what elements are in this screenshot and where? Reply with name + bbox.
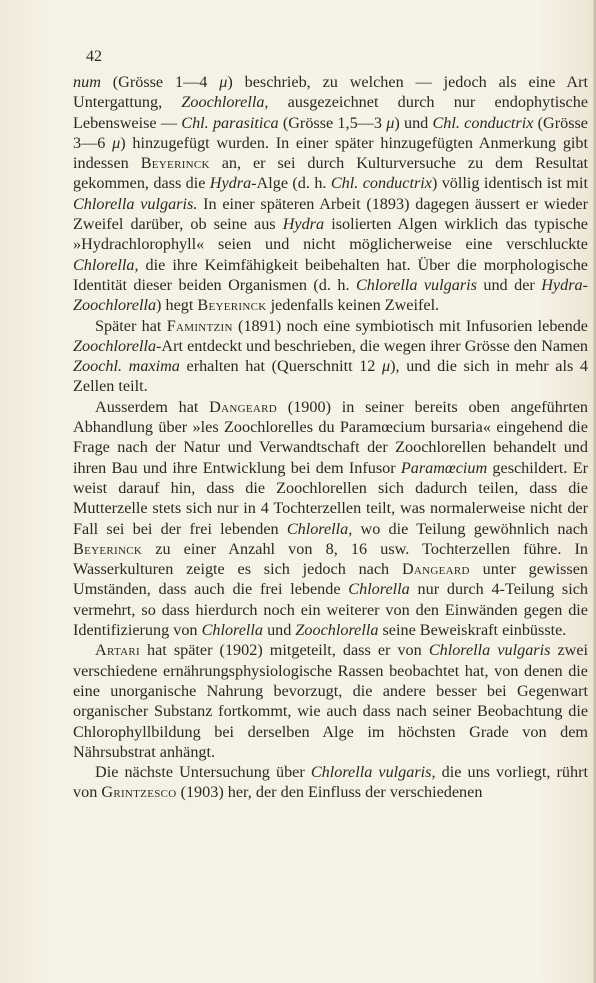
text-run: geschildert. Er weist darauf hin, dass die Zoochlorellen sich dadurch teilen, dass die Mutterzelle stets sich nur in 4 Tochterzellen teilt, was normalerweise nicht der Fall sei bei der frei lebenden — [73, 458, 588, 538]
text-run: In einer späteren Arbeit (1893) dagegen äussert er wieder Zweifel darüber, ob seine aus — [73, 194, 588, 234]
text-run: -Art entdeckt und beschrieben, die wegen ihrer Grösse den Namen — [156, 336, 588, 355]
text-run: zu einer Anzahl von 8, 16 usw. Tochterzellen führe. In Wasserkulturen zeigte es sich jedoch nach — [73, 539, 588, 579]
author-name: Grintzesco — [101, 783, 177, 802]
italic-run: Zoochlorella — [295, 621, 379, 640]
author-name: Beyerinck — [197, 296, 267, 315]
text-run: und — [263, 621, 296, 640]
italic-run: Chlorella, — [73, 255, 139, 274]
text-run: unter gewissen Umständen, dass auch die frei lebende — [73, 560, 588, 599]
text-run: ) und — [394, 113, 433, 132]
text-run: die ihre Keimfähigkeit beibehalten hat. Über die morphologische Identität dieser beiden Organismen (d. h. — [73, 255, 588, 294]
text-run: Die nächste Untersuchung über — [95, 763, 311, 782]
text-run: (1900) in seiner bereits oben angeführten Abhandlung über »les Zoochlorelles du Paramœcium bursaria« eingehend die Frage nach der Natur und Verwandtschaft der Zoochlorellen behandelt und ihren Bau und ihre Entwicklung bei dem Infusor — [73, 397, 588, 477]
text-run: Ausserdem hat — [95, 397, 210, 416]
italic-run: Chlorella vulgaris — [355, 275, 477, 294]
author-name: Artari — [95, 641, 140, 660]
text-run: Später hat — [95, 316, 167, 335]
author-name: Beyerinck — [140, 154, 210, 173]
paragraph — [73, 72, 588, 316]
italic-run: μ — [219, 73, 228, 91]
text-run: und der — [476, 275, 542, 294]
italic-run: num — [73, 73, 101, 91]
italic-run: Chlorella, — [286, 519, 353, 538]
text-run: (Grösse 3—6 — [73, 113, 588, 152]
italic-run: Chl. conductrix — [432, 113, 534, 132]
text-run: isolierten Algen wirklich das typische »Hydrachlorophyll« seien und nicht möglicherweise eine verschluckte — [73, 215, 588, 254]
text-run: seine Beweiskraft einbüsste. — [378, 621, 567, 640]
italic-run: Chlorella vulgaris — [428, 641, 551, 660]
italic-run: Chlorella — [201, 621, 264, 640]
italic-run: Chlorella vulgaris. — [73, 194, 198, 213]
paragraph — [73, 316, 588, 397]
italic-run: Chlorella vulgaris, — [310, 763, 436, 782]
text-run: (Grösse 1,5—3 — [278, 113, 387, 132]
italic-run: μ — [382, 357, 391, 376]
author-name: Famintzin — [166, 316, 233, 335]
text-run: zwei verschiedene ernährungsphysiologische Rassen beobachtet hat, von denen die eine unorganische Nahrung bevorzugt, die andere besser bei Gegenwart organischer Substanz fortkommt, wie auch dass nach seiner Beobachtung die Chlorophyllbildung bei derselben Alge im höchsten Grade von dem Nährsubstrat anhängt. — [73, 641, 589, 761]
italic-run: Chl. conductrix — [330, 174, 432, 193]
text-run: wo die Teilung gewöhnlich nach — [352, 519, 588, 538]
text-run: an, er sei durch Kulturversuche zu dem Resultat gekommen, dass die — [73, 154, 588, 193]
text-run: jedenfalls keinen Zweifel. — [266, 296, 440, 315]
italic-run: Paramœcium — [400, 458, 488, 477]
paragraph — [73, 640, 588, 762]
paragraph — [73, 762, 588, 803]
text-run: ) hegt — [156, 296, 198, 315]
italic-run: Chlorella — [348, 580, 410, 599]
italic-run: Zoochlorella — [73, 336, 157, 355]
italic-run: Hydra — [282, 215, 325, 234]
italic-run: μ — [386, 113, 395, 132]
author-name: Dangeard — [401, 560, 470, 579]
author-name: Beyerinck — [73, 539, 143, 558]
italic-run: Hydra-Zoochlorella — [73, 275, 588, 315]
text-run: (Grösse 1—4 — [100, 73, 220, 91]
italic-run: Chl. parasitica — [181, 113, 279, 132]
text-run: (1891) noch eine symbiotisch mit Infusorien lebende — [232, 316, 588, 335]
text-run: hat später (1902) mitgeteilt, dass er von — [139, 641, 429, 660]
text-run: die uns vorliegt, rührt von — [73, 763, 589, 802]
page-number: 42 — [86, 48, 102, 65]
italic-run: Zoochlorella, — [181, 93, 269, 112]
italic-run: Hydra — [209, 174, 252, 193]
text-run: ausgezeichnet durch nur endophytische Lebensweise — — [73, 93, 588, 132]
text-run: ), und die sich in mehr als 4 Zellen teilt. — [73, 357, 589, 396]
text-run: nur durch 4-Teilung sich vermehrt, so dass hierdurch noch ein weiterer von den Einwänden gegen die Identifizierung von — [73, 580, 588, 640]
text-run: (1903) her, der den Einfluss der verschiedenen — [176, 783, 483, 802]
author-name: Dangeard — [209, 397, 278, 416]
text-run: ) beschrieb, zu welchen — jedoch als eine Art Untergattung, — [73, 73, 588, 112]
italic-run: Zoochl. maxima — [73, 357, 180, 376]
italic-run: μ — [112, 133, 121, 152]
paragraph — [73, 397, 588, 641]
body-text — [73, 72, 588, 803]
text-run: ) völlig identisch ist mit — [431, 174, 588, 193]
text-run: erhalten hat (Querschnitt 12 — [179, 357, 383, 376]
text-run: ) hinzugefügt wurden. In einer später hinzugefügten Anmerkung gibt indessen — [73, 133, 589, 173]
text-run: -Alge (d. h. — [251, 174, 331, 193]
